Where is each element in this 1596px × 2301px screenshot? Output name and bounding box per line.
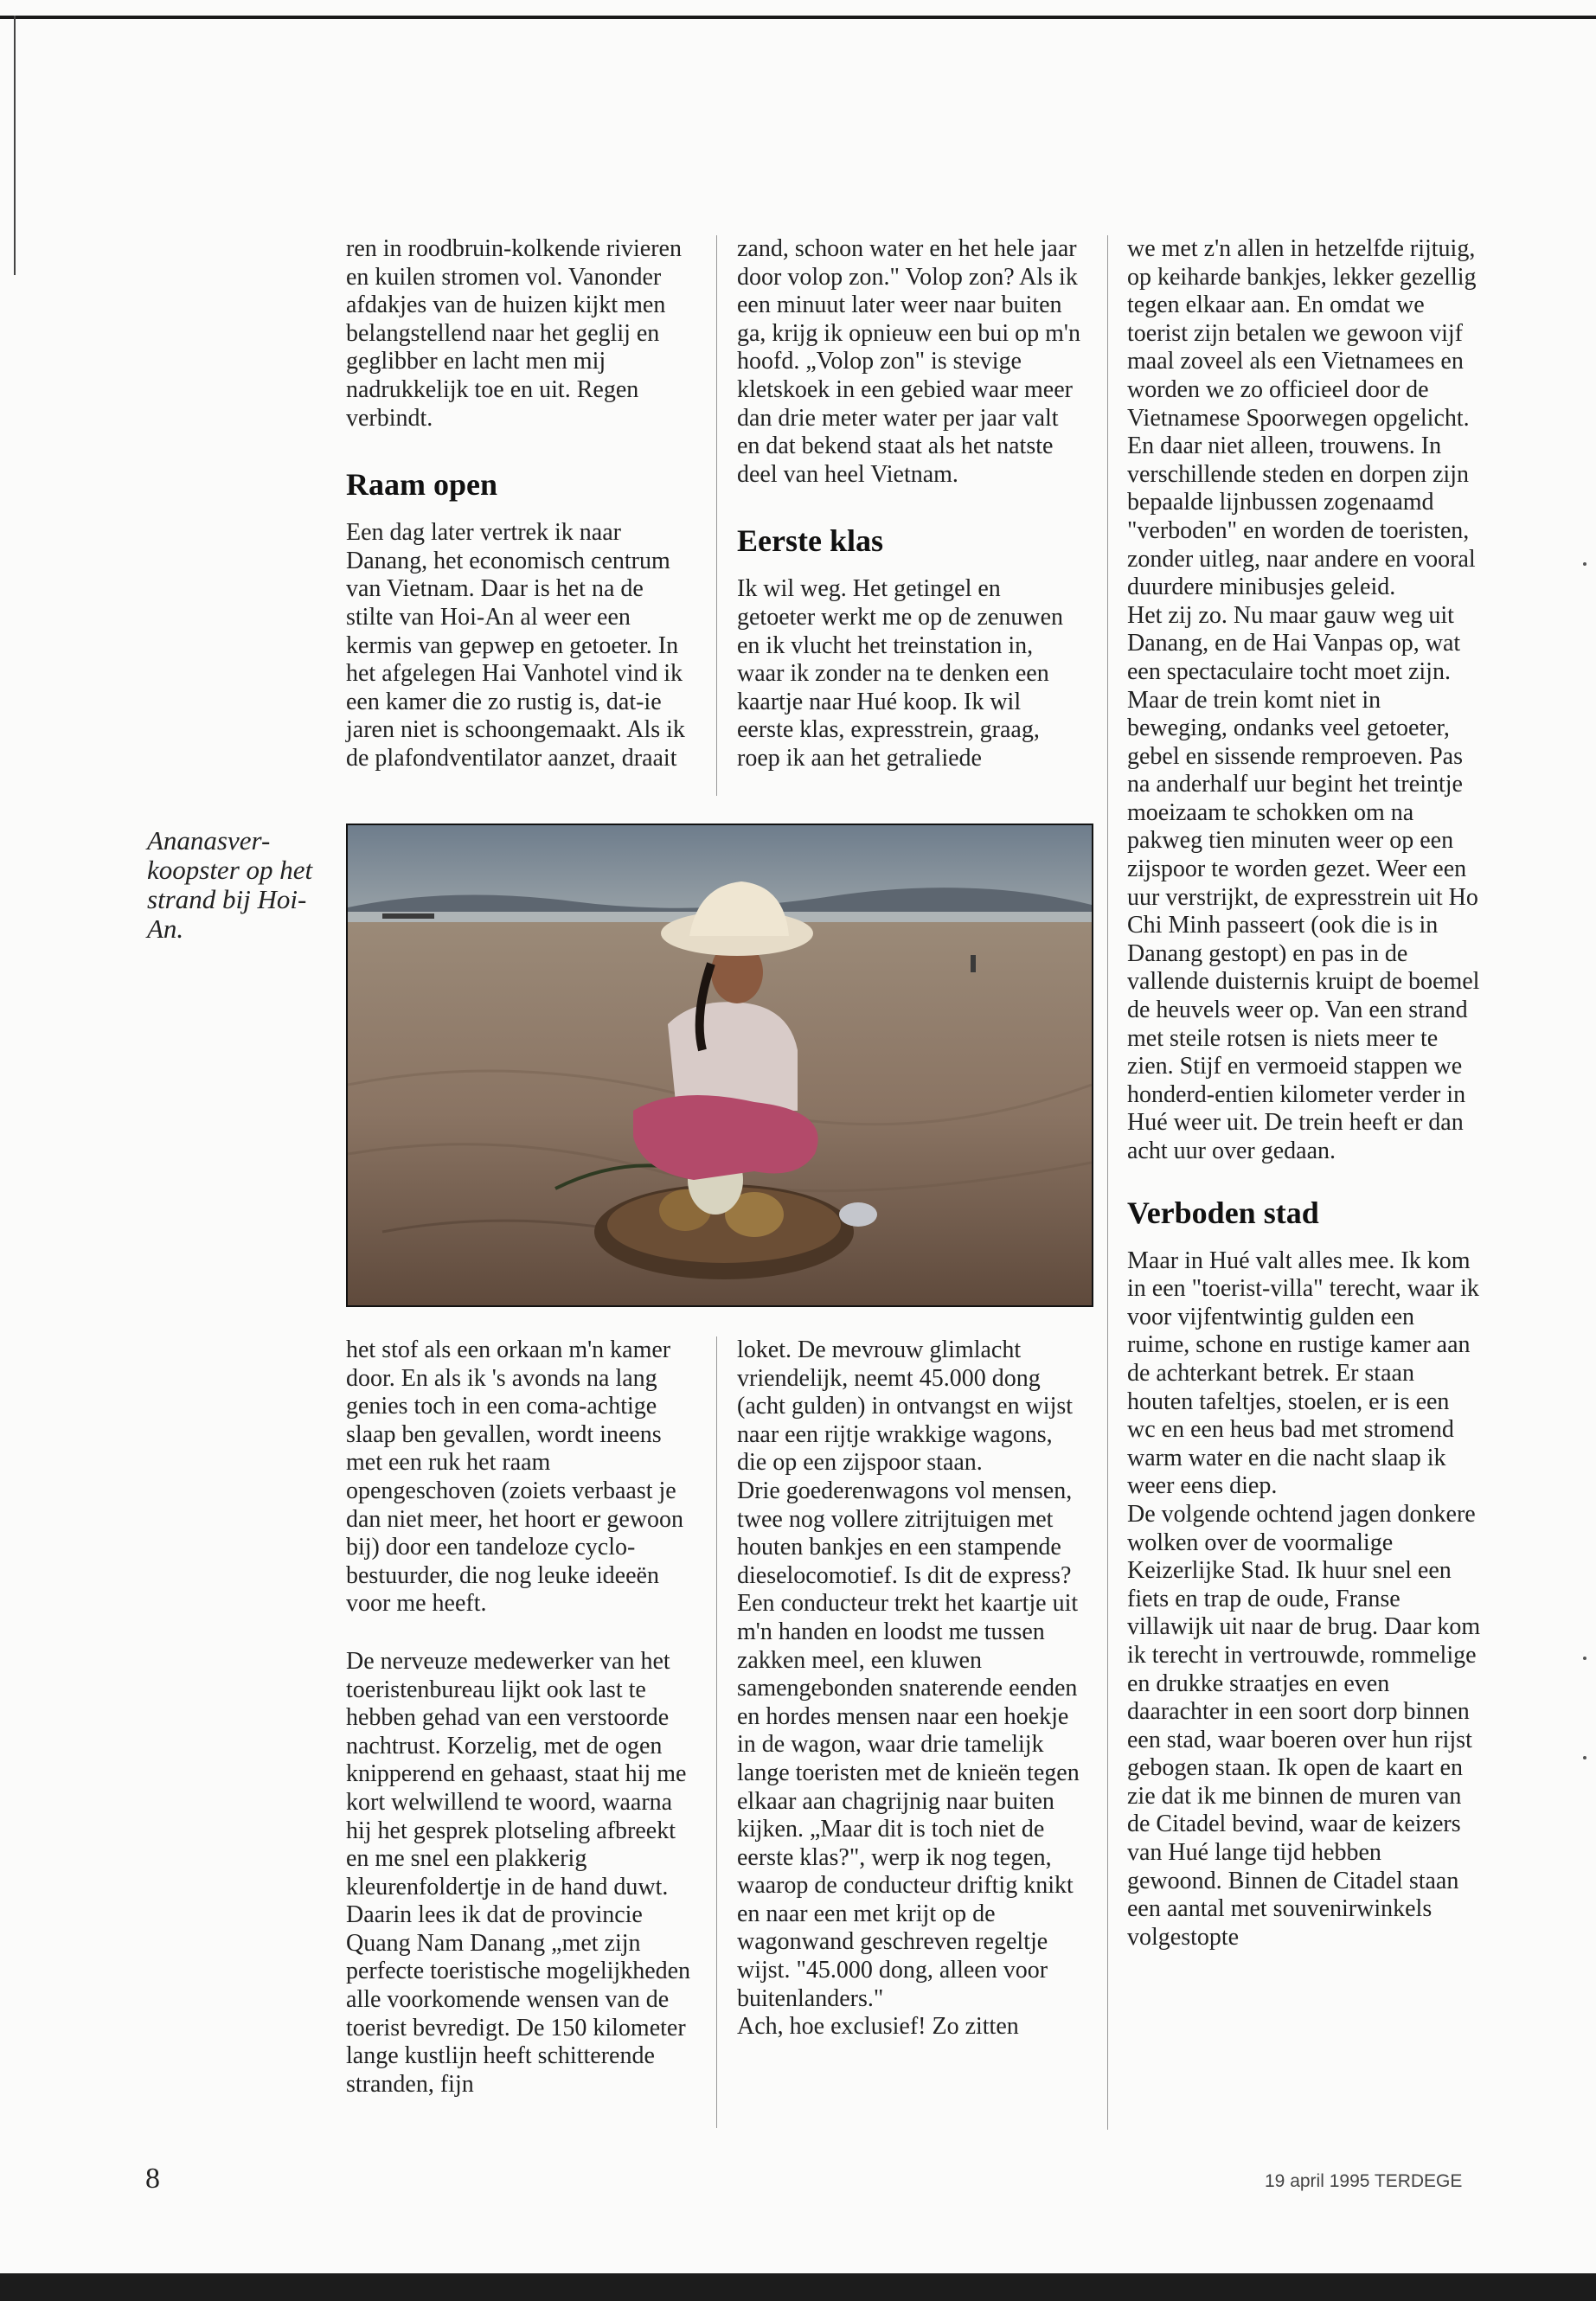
bottom-edge-band bbox=[0, 2273, 1596, 2301]
paragraph: het stof als een orkaan m'n kamer door. En als ik 's avonds na lang genies toch in een coma-achtige slaap ben gevallen, wordt ineens met een ruk het raam opengeschoven (zoiets verbaast je dan niet meer, het hoort er gewoon bij) door een tandeloze cyclo-bestuurder, die nog leuke ideeën voor me heeft. bbox=[346, 1336, 683, 1618]
column-divider bbox=[1107, 235, 1108, 2130]
paragraph: loket. De mevrouw glimlacht vriendelijk, neemt 45.000 dong (acht gulden) in ontvangst en wijst naar een rijtje wrakkige wagons, die op een zijspoor staan. bbox=[737, 1336, 1074, 1477]
lower-column-1 bbox=[346, 1336, 692, 2099]
photo-caption: Ananasver-koopster op het strand bij Hoi-An. bbox=[147, 825, 313, 944]
pineapple-seller-illustration bbox=[348, 825, 1092, 1305]
paragraph: Drie goederenwagons vol mensen, twee nog vollere zitrijtuigen met houten bankjes en een stampende dieselocomotief. Is dit de express? Een conducteur trekt het kaartje uit m'n handen en loodst me tussen zakken meel, een kluwen samengebonden snaterende eenden en hordes mensen naar een hoekje in de wagon, waar drie tamelijk lange toeristen met de knieën tegen elkaar aan chagrijnig naar buiten kijken. „Maar dit is toch niet de eerste klas?", werp ik nog tegen, waarop de conducteur driftig knikt en naar een met krijt op de wagonwand geschreven regeltje wijst. "45.000 dong, alleen voor buitenlanders." bbox=[737, 1477, 1080, 2012]
left-rule bbox=[14, 16, 16, 275]
paragraph: Een dag later vertrek ik naar Danang, het economisch centrum van Vietnam. Daar is het na de stilte van Hoi-An al weer een kermis van gepwep en getoeter. In het afgelegen Hai Vanhotel vind ik een kamer die zo rustig is, dat-ie jaren niet is schoongemaakt. Als ik de plafondventilator aanzet, draait bbox=[346, 519, 685, 772]
footer-issue-date: 19 april 1995 TERDEGE bbox=[1265, 2171, 1463, 2191]
paragraph: Ik wil weg. Het getingel en getoeter werkt me op de zenuwen en ik vlucht het treinstation in, waar ik zonder na te denken een kaartje naar Hué koop. Ik wil eerste klas, expresstrein, graag, roep ik aan het getraliede bbox=[737, 575, 1064, 772]
column-divider bbox=[716, 1336, 717, 2128]
paragraph: ren in roodbruin-kolkende rivieren en kuilen stromen vol. Vanonder afdakjes van de huizen kijkt men belangstellend naar het geglij en geglibber en lacht men mij nadrukkelijk toe en uit. Regen verbindt. bbox=[346, 235, 682, 432]
upper-column-1 bbox=[346, 235, 692, 773]
beach-photo bbox=[346, 824, 1093, 1307]
paragraph: Daarin lees ik dat de provincie Quang Nam Danang „met zijn perfecte toeristische mogelijkheden alle voorkomende wensen van de toerist bevredigt. De 150 kilometer lange kustlijn heeft schitterende stranden, fijn bbox=[346, 1901, 691, 2098]
section-heading-eerste-klas: Eerste klas bbox=[737, 523, 883, 559]
top-rule bbox=[0, 16, 1596, 19]
section-heading-verboden-stad: Verboden stad bbox=[1127, 1195, 1319, 1230]
column-divider bbox=[716, 235, 717, 796]
page-number: 8 bbox=[145, 2163, 160, 2195]
lower-column-2 bbox=[737, 1336, 1083, 2041]
margin-dot bbox=[1583, 1657, 1586, 1660]
upper-column-2 bbox=[737, 235, 1083, 773]
right-column bbox=[1127, 235, 1482, 1952]
paragraph: Het zij zo. Nu maar gauw weg uit Danang, en de Hai Vanpas op, wat een spectaculaire tocht moet zijn. Maar de trein komt niet in beweging, ondanks veel getoeter, gebel en sissende remproeven. Pas na anderhalf uur begint het treintje moeizaam te schokken om na pakweg tien minuten weer op een zijspoor te worden gezet. Weer een uur verstrijkt, de expresstrein uit Ho Chi Minh passeert (ook die is in Danang gestopt) en pas in de vallende duisternis kruipt de boemel de heuvels weer op. Van een strand met steile rotsen is niets meer te zien. Stijf en vermoeid stappen we honderd-entien kilometer verder in Hué weer uit. De trein heeft er dan acht uur over gedaan. bbox=[1127, 601, 1480, 1164]
paragraph: we met z'n allen in hetzelfde rijtuig, op keiharde bankjes, lekker gezellig tegen elkaar aan. En omdat we toerist zijn betalen we gewoon vijf maal zoveel als een Vietnamees en worden we zo officieel door de Vietnamese Spoorwegen opgelicht. En daar niet alleen, trouwens. In verschillende steden en dorpen zijn bepaalde lijnbussen zogenaamd "verboden" en worden de toeristen, zonder uitleg, naar andere en vooral duurdere minibusjes geleid. bbox=[1127, 235, 1477, 601]
margin-dot bbox=[1583, 562, 1586, 566]
paragraph: Maar in Hué valt alles mee. Ik kom in een "toerist-villa" terecht, waar ik voor vijfentwintig gulden een ruime, schone en rustige kamer aan de achterkant betrek. Er staan houten tafeltjes, stoelen, er is een wc en een heus bad met stromend warm water en die nacht slaap ik weer eens diep. bbox=[1127, 1247, 1479, 1500]
paragraph: De volgende ochtend jagen donkere wolken over de voormalige Keizerlijke Stad. Ik huur snel een fiets en trap de oude, Franse villawijk uit naar de brug. Daar kom ik terecht in vertrouwde, rommelige en drukke straatjes en even daarachter in een soort dorp binnen een stad, waar boeren over hun rijst gebogen staan. Ik open de kaart en zie dat ik me binnen de muren van de Citadel bevind, waar de keizers van Hué lange tijd hebben gewoond. Binnen de Citadel staan een aantal met souvenirwinkels volgestopte bbox=[1127, 1500, 1481, 1951]
section-heading-raam-open: Raam open bbox=[346, 467, 498, 503]
margin-dot bbox=[1583, 1756, 1586, 1759]
paragraph: zand, schoon water en het hele jaar door volop zon." Volop zon? Als ik een minuut later weer naar buiten ga, krijg ik opnieuw een bui op m'n hoofd. „Volop zon" is stevige kletskoek in een gebied waar meer dan drie meter water per jaar valt en dat bekend staat als het natste deel van heel Vietnam. bbox=[737, 235, 1080, 488]
paragraph: Ach, hoe exclusief! Zo zitten bbox=[737, 2013, 1019, 2041]
paragraph: De nerveuze medewerker van het toeristenbureau lijkt ook last te hebben gehad van een verstoorde nachtrust. Korzelig, met de ogen knipperend en gehaast, staat hij me kort welwillend te woord, waarna hij het gesprek plotseling afbreekt en me snel een plakkerig kleurenfoldertje in de hand duwt. bbox=[346, 1647, 687, 1900]
